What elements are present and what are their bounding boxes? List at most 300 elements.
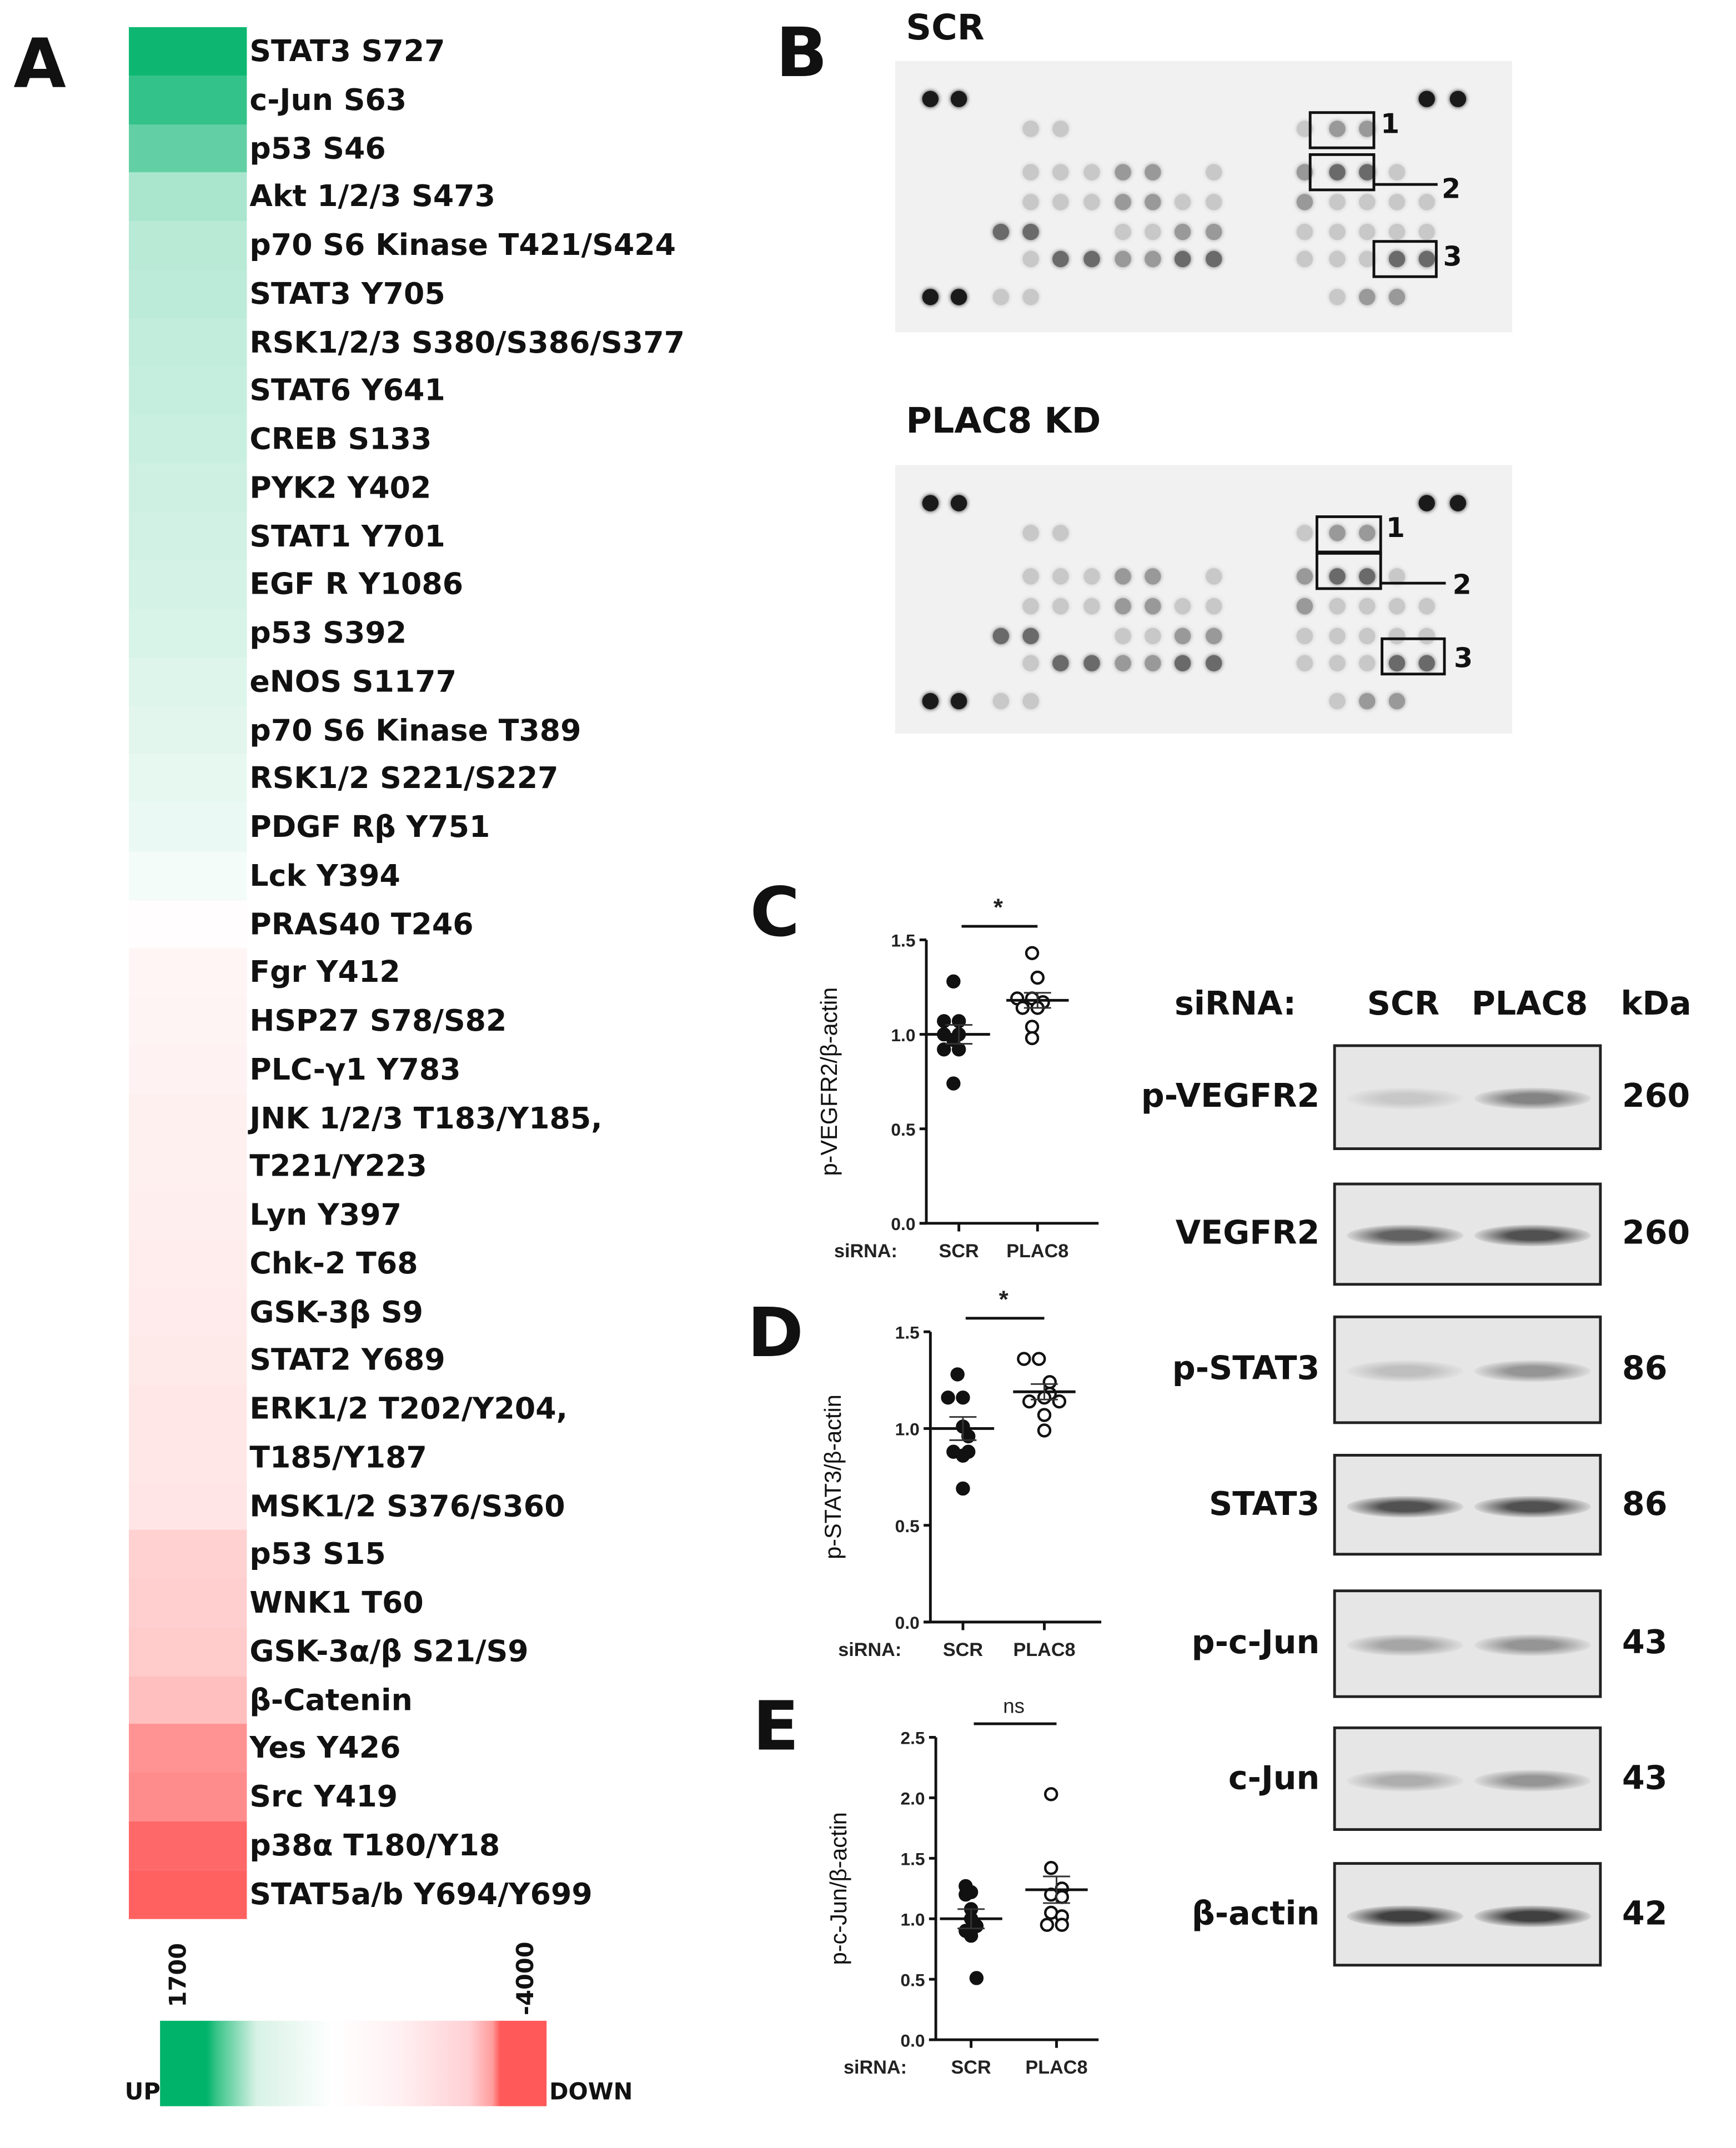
array-spot	[1052, 121, 1068, 137]
heatmap-cell	[129, 851, 247, 901]
heatmap-row-label: CREB S133	[249, 423, 432, 458]
array-spot	[1145, 568, 1161, 584]
heatmap-cell	[129, 1094, 247, 1192]
array-spot	[1022, 289, 1038, 305]
heatmap-cell	[129, 1288, 247, 1337]
data-point-plac8	[1056, 1919, 1068, 1931]
data-point-plac8	[1033, 1353, 1045, 1365]
heatmap-row-label: ERK1/2 T202/Y204,	[249, 1393, 568, 1427]
wb-band	[1474, 1634, 1591, 1656]
y-tick-label: 1.0	[900, 1909, 925, 1930]
data-point-scr	[960, 1889, 971, 1900]
array-spot	[1359, 655, 1375, 671]
colorbar-max-label: 1700	[165, 1943, 193, 2008]
array-spot	[922, 91, 939, 107]
highlight-box-3	[1381, 638, 1446, 675]
data-point-plac8	[1023, 1396, 1035, 1407]
heatmap-row-label: STAT6 Y641	[249, 374, 445, 409]
panel-label-e: E	[752, 1687, 799, 1766]
highlight-box-1	[1309, 111, 1376, 149]
array-spot	[1389, 693, 1405, 709]
wb-blot-vegfr2	[1333, 1183, 1602, 1286]
highlight-box-label: 3	[1454, 641, 1473, 674]
heatmap-row-label: STAT5a/b Y694/Y699	[249, 1878, 593, 1912]
array-spot	[1175, 655, 1191, 671]
data-point-scr	[957, 1450, 969, 1462]
y-tick-label: 1.0	[891, 1025, 916, 1045]
array-spot	[1175, 251, 1191, 267]
wb-row-label: p-STAT3	[1172, 1349, 1320, 1388]
wb-band	[1347, 1361, 1463, 1382]
heatmap-row-label: Lck Y394	[249, 859, 400, 894]
array-spot	[1450, 495, 1466, 511]
array-spot	[1329, 598, 1345, 614]
wb-blot-p-vegfr2	[1333, 1044, 1602, 1150]
array-spot	[1175, 628, 1191, 644]
array-spot	[1329, 628, 1345, 644]
heatmap-row-label: p53 S392	[249, 617, 407, 651]
array-spot	[1297, 568, 1313, 584]
y-tick-label: 0.0	[891, 1214, 916, 1234]
array-spot	[1359, 598, 1375, 614]
heatmap-row-label: Src Y419	[249, 1780, 398, 1815]
highlight-box-2	[1316, 552, 1382, 590]
array-spot	[951, 495, 967, 511]
x-tick-label: SCR	[942, 1639, 984, 1660]
heatmap-cell	[129, 1045, 247, 1095]
array-spot	[1419, 495, 1435, 511]
heatmap-cell	[129, 76, 247, 125]
heatmap-cell	[129, 997, 247, 1046]
significance-label: *	[993, 894, 1004, 921]
heatmap-row-label: Yes Y426	[249, 1732, 401, 1766]
array-spot	[1419, 598, 1435, 614]
array-spot	[993, 289, 1009, 305]
protein-array-scr	[895, 61, 1512, 332]
wb-band	[1474, 1088, 1591, 1110]
heatmap-cell	[129, 1870, 247, 1919]
array-spot	[922, 495, 939, 511]
heatmap-row-label: JNK 1/2/3 T183/Y185,	[249, 1102, 603, 1136]
colorbar-down-label: DOWN	[549, 2079, 633, 2106]
array-spot	[1359, 693, 1375, 709]
array-spot	[1329, 693, 1345, 709]
heatmap-row-label: Fgr Y412	[249, 956, 400, 991]
highlight-box-1	[1316, 515, 1382, 553]
array-spot	[1359, 194, 1375, 210]
data-point-plac8	[1056, 1891, 1068, 1903]
data-point-scr	[971, 1972, 982, 1984]
heatmap-cell	[129, 269, 247, 319]
wb-kda-value: 86	[1622, 1349, 1668, 1388]
array-spot	[922, 693, 939, 709]
y-tick-label: 1.5	[895, 1322, 920, 1343]
heatmap-cell	[129, 560, 247, 610]
heatmap-row-label: PRAS40 T246	[249, 908, 474, 942]
wb-band	[1347, 1905, 1463, 1926]
array-spot	[1297, 224, 1313, 240]
array-spot	[1022, 164, 1038, 180]
heatmap-row-label: HSP27 S78/S82	[249, 1005, 507, 1039]
colorbar-min-label: -4000	[513, 1941, 540, 2016]
y-tick-label: 0.5	[895, 1515, 920, 1536]
array-spot	[1052, 251, 1068, 267]
heatmap-cell	[129, 318, 247, 368]
data-point-plac8	[1026, 1021, 1038, 1032]
array-spot	[1115, 251, 1131, 267]
wb-band	[1347, 1224, 1463, 1246]
array-spot	[1022, 693, 1038, 709]
highlight-box-label: 2	[1442, 172, 1461, 205]
x-tick-label: SCR	[951, 2057, 991, 2079]
array-spot	[1297, 251, 1313, 267]
array-spot	[1052, 655, 1068, 671]
wb-row-label: p-c-Jun	[1191, 1623, 1320, 1662]
array-spot	[1115, 655, 1131, 671]
heatmap-row-label: Akt 1/2/3 S473	[249, 180, 496, 215]
array-spot	[1083, 598, 1100, 614]
array-spot	[1206, 251, 1222, 267]
data-point-scr	[947, 976, 959, 987]
highlight-box-label: 2	[1452, 568, 1472, 601]
array-spot	[1329, 289, 1345, 305]
heatmap-cell	[129, 658, 247, 707]
data-point-plac8	[1053, 1396, 1065, 1407]
array-spot	[1022, 628, 1038, 644]
y-tick-label: 2.5	[900, 1728, 925, 1748]
heatmap-row-label: β-Catenin	[249, 1683, 413, 1718]
wb-header-scr: SCR	[1367, 985, 1440, 1023]
colorbar-up-label: UP	[124, 2079, 160, 2106]
heatmap-cell	[129, 221, 247, 270]
array-spot	[1145, 628, 1161, 644]
protein-array-kd	[895, 465, 1512, 734]
array-spot	[1389, 164, 1405, 180]
data-point-plac8	[1041, 1919, 1053, 1931]
array-spot	[1419, 194, 1435, 210]
array-spot	[1115, 628, 1131, 644]
heatmap-row-label: PLC-γ1 Y783	[249, 1053, 461, 1088]
panel-label-b: B	[775, 13, 828, 93]
array-spot	[1297, 655, 1313, 671]
array-spot	[1022, 525, 1038, 541]
data-point-scr	[953, 1043, 965, 1055]
array-spot	[1083, 251, 1100, 267]
array-spot	[1175, 224, 1191, 240]
array-spot	[1206, 164, 1222, 180]
heatmap-row-label: EGF R Y1086	[249, 568, 464, 603]
heatmap-cell	[129, 1773, 247, 1822]
array-spot	[1022, 194, 1038, 210]
array-spot	[951, 289, 967, 305]
heatmap-cell	[129, 948, 247, 998]
array-spot	[951, 693, 967, 709]
wb-row-label: β-actin	[1191, 1894, 1320, 1932]
data-point-scr	[947, 1078, 959, 1090]
array-spot	[1052, 598, 1068, 614]
heatmap-cell	[129, 1579, 247, 1628]
heatmap-cell	[129, 1821, 247, 1870]
wb-kda-value: 86	[1622, 1484, 1668, 1523]
heatmap-row-label: STAT3 Y705	[249, 278, 445, 312]
wb-header-sirna: siRNA:	[1174, 985, 1297, 1023]
x-tick-label: SCR	[939, 1240, 979, 1262]
array-spot	[951, 91, 967, 107]
panel-label-c: C	[750, 873, 800, 952]
highlight-box-label: 1	[1386, 511, 1405, 544]
data-point-scr	[938, 1043, 950, 1055]
array-spot	[1022, 224, 1038, 240]
array-spot	[1329, 224, 1345, 240]
array-spot	[993, 693, 1009, 709]
heatmap-cell	[129, 706, 247, 755]
wb-kda-value: 260	[1622, 1213, 1690, 1252]
y-tick-label: 0.5	[900, 1970, 925, 1990]
wb-header-plac8: PLAC8	[1471, 985, 1588, 1023]
wb-blot-c-jun	[1333, 1727, 1602, 1831]
array-spot	[1329, 251, 1345, 267]
x-axis-prefix: siRNA:	[834, 1240, 897, 1262]
heatmap-row-label: MSK1/2 S376/S360	[249, 1489, 565, 1524]
wb-band	[1347, 1634, 1463, 1656]
wb-kda-value: 42	[1622, 1894, 1668, 1932]
array-spot	[1052, 525, 1068, 541]
heatmap-cell	[129, 367, 247, 416]
heatmap-cell	[129, 754, 247, 804]
heatmap-row-label: c-Jun S63	[249, 83, 407, 118]
wb-row-label: p-VEGFR2	[1141, 1077, 1320, 1115]
x-tick-label: PLAC8	[1006, 1240, 1069, 1262]
array-spot	[1052, 194, 1068, 210]
wb-header-kda: kDa	[1620, 985, 1692, 1023]
wb-band	[1474, 1361, 1591, 1382]
heatmap-cell	[129, 609, 247, 659]
data-point-plac8	[1045, 1788, 1057, 1800]
y-axis-label: p-VEGFR2/β-actin	[815, 987, 842, 1176]
array-spot	[1329, 655, 1345, 671]
array-spot	[1206, 194, 1222, 210]
heatmap-row-label: PDGF Rβ Y751	[249, 811, 490, 845]
array-spot	[1022, 251, 1038, 267]
array-title-scr: SCR	[906, 8, 985, 49]
wb-band	[1347, 1495, 1463, 1517]
array-spot	[1419, 224, 1435, 240]
heatmap-row-label: p70 S6 Kinase T389	[249, 714, 581, 748]
colorbar	[160, 2021, 546, 2106]
data-point-plac8	[1044, 1376, 1056, 1388]
heatmap-cell	[129, 1482, 247, 1531]
array-spot	[1145, 194, 1161, 210]
heatmap-row-label: eNOS S1177	[249, 665, 457, 700]
array-spot	[1145, 655, 1161, 671]
highlight-box-2	[1309, 153, 1376, 191]
heatmap-row-label: STAT3 S727	[249, 35, 445, 69]
y-tick-label: 0.0	[895, 1613, 920, 1633]
chart-d	[760, 1275, 1126, 1682]
array-spot	[1083, 568, 1100, 584]
array-spot	[1175, 598, 1191, 614]
array-spot	[993, 224, 1009, 240]
data-point-scr	[942, 1392, 954, 1403]
data-point-plac8	[1026, 947, 1038, 959]
heatmap-cell	[129, 1384, 247, 1482]
y-axis-label: p-c-Jun/β-actin	[825, 1812, 851, 1965]
highlight-box-3	[1373, 240, 1438, 278]
heatmap-row-label: p53 S46	[249, 132, 386, 167]
array-spot	[1389, 289, 1405, 305]
data-point-plac8	[1045, 1862, 1057, 1874]
array-spot	[1052, 164, 1068, 180]
y-tick-label: 0.0	[900, 2030, 925, 2051]
array-spot	[1115, 598, 1131, 614]
array-spot	[1022, 655, 1038, 671]
wb-kda-value: 43	[1622, 1758, 1668, 1796]
data-point-plac8	[1018, 1353, 1030, 1365]
data-point-scr	[952, 1368, 964, 1380]
heatmap-cell	[129, 1191, 247, 1240]
heatmap-cell	[129, 1336, 247, 1386]
wb-band	[1347, 1088, 1463, 1110]
array-spot	[1297, 628, 1313, 644]
leader-line	[1381, 582, 1446, 585]
wb-blot-stat3	[1333, 1454, 1602, 1555]
array-spot	[1297, 194, 1313, 210]
wb-band	[1474, 1905, 1591, 1926]
array-spot	[1206, 655, 1222, 671]
array-spot	[1206, 568, 1222, 584]
array-spot	[1297, 525, 1313, 541]
array-spot	[1359, 289, 1375, 305]
array-spot	[1115, 568, 1131, 584]
x-axis-prefix: siRNA:	[838, 1639, 902, 1660]
heatmap-row-label: Chk-2 T68	[249, 1247, 418, 1282]
array-spot	[922, 289, 939, 305]
data-point-scr	[957, 1483, 969, 1494]
y-tick-label: 2.0	[900, 1788, 925, 1809]
wb-blot--actin	[1333, 1862, 1602, 1966]
y-tick-label: 1.5	[891, 930, 916, 951]
array-spot	[1145, 164, 1161, 180]
y-tick-label: 0.5	[891, 1119, 916, 1140]
leader-line	[1373, 183, 1438, 186]
heatmap-cell	[129, 27, 247, 77]
array-spot	[1206, 224, 1222, 240]
array-spot	[1206, 598, 1222, 614]
array-spot	[1329, 194, 1345, 210]
heatmap-cell	[129, 1239, 247, 1289]
array-spot	[1115, 194, 1131, 210]
array-spot	[1389, 194, 1405, 210]
array-spot	[1083, 194, 1100, 210]
heatmap-cell	[129, 464, 247, 513]
heatmap-row-label: p53 S15	[249, 1538, 386, 1573]
heatmap-row-label: p70 S6 Kinase T421/S424	[249, 229, 676, 263]
heatmap-row-label: p38α T180/Y18	[249, 1829, 500, 1863]
wb-kda-value: 260	[1622, 1077, 1690, 1115]
highlight-box-label: 3	[1443, 240, 1462, 273]
heatmap-cell	[129, 1627, 247, 1677]
data-point-plac8	[1032, 972, 1043, 983]
array-spot	[1083, 655, 1100, 671]
array-spot	[1083, 164, 1100, 180]
heatmap-row-label: STAT2 Y689	[249, 1344, 445, 1378]
wb-row-label: VEGFR2	[1175, 1213, 1320, 1252]
heatmap-cell	[129, 1724, 247, 1774]
x-axis-prefix: siRNA:	[844, 2057, 907, 2079]
y-axis-label: p-STAT3/β-actin	[820, 1394, 846, 1559]
heatmap-row-label: T185/Y187	[249, 1441, 427, 1476]
array-spot	[1145, 251, 1161, 267]
data-point-scr	[957, 1392, 969, 1403]
data-point-plac8	[1038, 1409, 1050, 1421]
heatmap-cell	[129, 415, 247, 464]
heatmap-row-label: Lyn Y397	[249, 1198, 402, 1233]
heatmap-row-label: STAT1 Y701	[249, 520, 445, 554]
wb-band	[1474, 1769, 1591, 1791]
array-spot	[1052, 568, 1068, 584]
highlight-box-label: 1	[1381, 107, 1400, 140]
heatmap-cell	[129, 1530, 247, 1579]
x-tick-label: PLAC8	[1025, 2057, 1088, 2079]
panel-label-d: D	[747, 1293, 804, 1373]
array-spot	[1022, 598, 1038, 614]
heatmap-cell	[129, 900, 247, 949]
heatmap-row-label: RSK1/2 S221/S227	[249, 762, 559, 797]
wb-kda-value: 43	[1622, 1623, 1668, 1662]
wb-blot-p-stat3	[1333, 1316, 1602, 1424]
significance-label: ns	[1003, 1694, 1025, 1718]
chart-c	[760, 868, 1126, 1275]
array-spot	[1022, 568, 1038, 584]
data-point-scr	[965, 1930, 977, 1941]
heatmap-row-label: RSK1/2/3 S380/S386/S377	[249, 326, 685, 360]
heatmap-cell	[129, 1675, 247, 1725]
y-tick-label: 1.5	[900, 1849, 925, 1869]
array-spot	[1022, 121, 1038, 137]
array-spot	[1175, 194, 1191, 210]
array-spot	[1115, 224, 1131, 240]
array-spot	[1297, 598, 1313, 614]
array-spot	[1419, 91, 1435, 107]
array-spot	[993, 628, 1009, 644]
chart-e	[760, 1682, 1126, 2089]
heatmap-cell	[129, 512, 247, 561]
heatmap-cell	[129, 173, 247, 222]
y-tick-label: 1.0	[895, 1419, 920, 1439]
x-tick-label: PLAC8	[1013, 1639, 1076, 1660]
heatmap-row-label: WNK1 T60	[249, 1587, 424, 1621]
wb-row-label: c-Jun	[1228, 1758, 1320, 1796]
heatmap-row-label: GSK-3β S9	[249, 1296, 424, 1330]
array-spot	[1389, 598, 1405, 614]
heatmap-row-label: PYK2 Y402	[249, 471, 432, 506]
heatmap-cell	[129, 803, 247, 852]
array-title-kd: PLAC8 KD	[906, 401, 1101, 443]
wb-band	[1474, 1495, 1591, 1517]
wb-row-label: STAT3	[1209, 1484, 1320, 1523]
array-spot	[1389, 224, 1405, 240]
heatmap-cell	[129, 124, 247, 173]
wb-band	[1347, 1769, 1463, 1791]
data-point-plac8	[1026, 1032, 1038, 1044]
array-spot	[1359, 628, 1375, 644]
panel-label-a: A	[13, 24, 66, 103]
array-spot	[1115, 164, 1131, 180]
data-point-plac8	[1038, 1424, 1050, 1436]
heatmap-row-label: T221/Y223	[249, 1150, 427, 1185]
array-spot	[1145, 224, 1161, 240]
heatmap-row-label: GSK-3α/β S21/S9	[249, 1635, 529, 1669]
